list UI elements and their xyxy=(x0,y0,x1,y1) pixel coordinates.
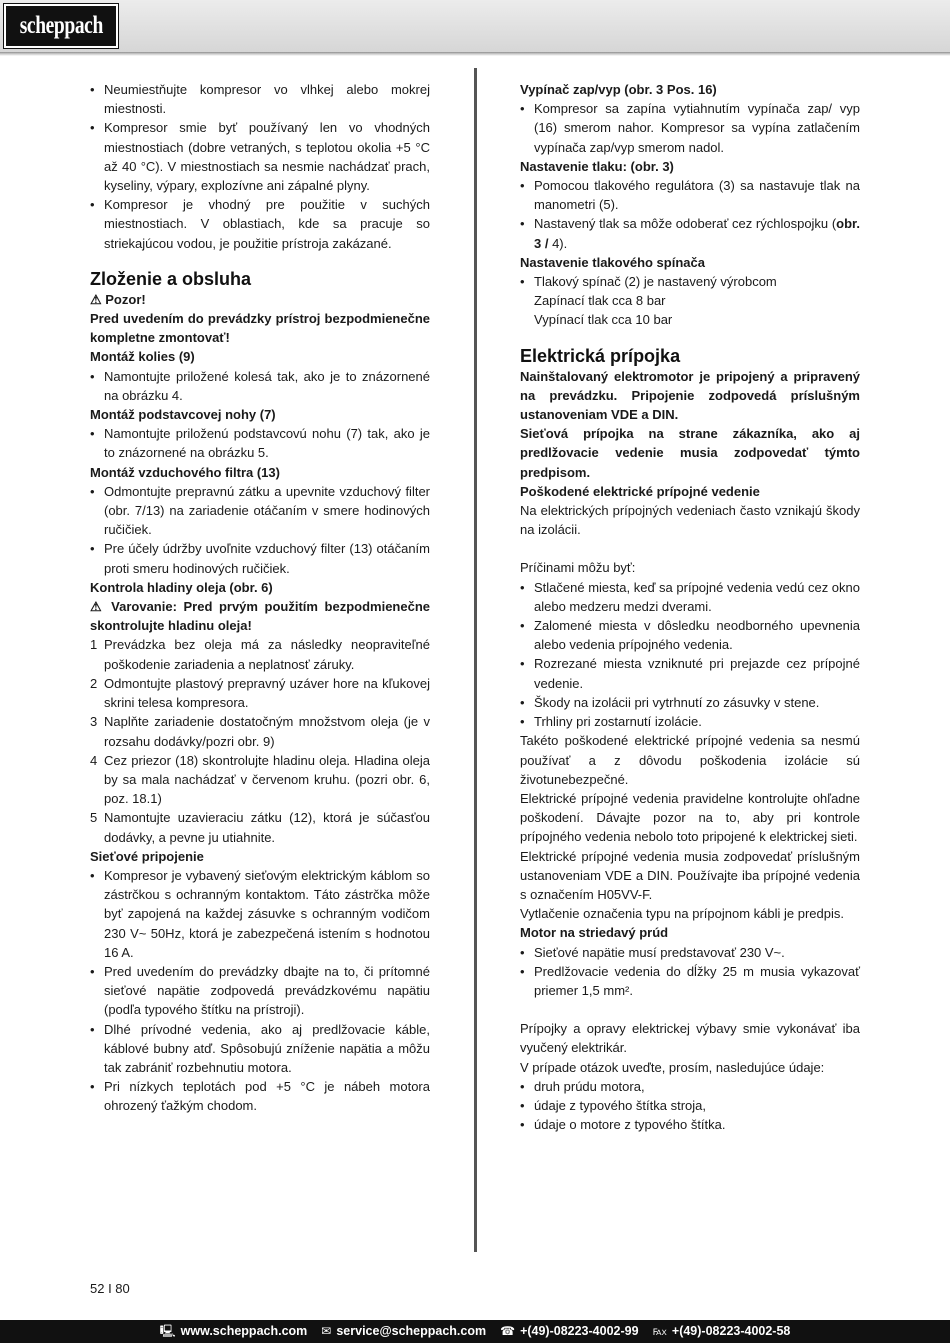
page-number: 52 I 80 xyxy=(90,1281,130,1296)
list-item: • Kompresor je vhodný pre použitie v suchých miestnostiach. V oblastiach, kde sa pracuje so striekajúcou vodou, je použitie prístroja zakázané. xyxy=(90,195,430,253)
list-item: • druh prúdu motora, xyxy=(520,1077,860,1096)
list-item: • Predlžovacie vedenia do dĺžky 25 m musia vykazovať priemer 1,5 mm². xyxy=(520,962,860,1000)
list-item: 4 Cez priezor (18) skontrolujte hladinu oleja. Hladina oleja by sa mala nachádzať v červenom kruhu. (pozri obr. 6, poz. 18.1) xyxy=(90,752,430,807)
oil-steps xyxy=(90,635,430,846)
subsection-title-motor: Motor na striedavý prúd xyxy=(520,925,669,941)
list-item: 2 Odmontujte plastový prepravný uzáver hore na kľukovej skrini telesa kompresora. xyxy=(90,675,430,711)
list-item: • Pred uvedením do prevádzky dbajte na to, či prítomné sieťové napätie zodpovedá prevádzkovému napätiu (podľa typového štítku na prístroji). xyxy=(90,962,430,1020)
damaged-paragraph: Elektrické prípojné vedenia musia zodpovedať príslušným ustanoveniam VDE a DIN. Používajte iba prípojné vedenia s označením H05VV-F. xyxy=(520,848,860,902)
subsection-title-wheels: Montáž kolies (9) xyxy=(90,349,195,365)
on-pressure: Zapínací tlak cca 8 bar xyxy=(534,293,666,309)
pressure-list xyxy=(520,176,860,253)
off-pressure: Vypínací tlak cca 10 bar xyxy=(534,312,673,328)
oil-warning: ⚠ Varovanie: Pred prvým použitím bezpodmienečne skontrolujte hladinu oleja! xyxy=(90,599,430,634)
phone-icon: ☎ xyxy=(500,1323,516,1338)
list-item: • Pre účely údržby uvoľnite vzduchový filter (13) otáčaním proti smeru hodinových ručičiek. xyxy=(90,539,430,577)
list-item: • Kompresor sa zapína vytiahnutím vypínača zap/ vyp (16) smerom nahor. Kompresor sa vypína zatlačením vypínača zap/vyp smerom nadol. xyxy=(520,99,860,157)
list-item: • Zalomené miesta v dôsledku neodborného upevnenia alebo vedenia prípojného vedenia. xyxy=(520,616,860,654)
repair-paragraph: Prípojky a opravy elektrickej výbavy smie vykonávať iba vyučený elektrikár. xyxy=(520,1021,860,1056)
foot-list xyxy=(90,424,430,462)
damaged-paragraph: Vytlačenie označenia typu na prípojnom kábli je predpis. xyxy=(520,906,844,922)
warning-text: Pred uvedením do prevádzky prístroj bezpodmienečne kompletne zmontovať! xyxy=(90,311,430,346)
list-item: • Trhliny pri zostarnutí izolácie. xyxy=(520,712,860,731)
list-item: • Dlhé prívodné vedenia, ako aj predlžovacie káble, káblové bubny atď. Spôsobujú zníženie napätia a môžu tak zabrániť rozbehnutiu motora. xyxy=(90,1020,430,1078)
repair-list xyxy=(520,1077,860,1135)
list-item: • údaje z typového štítka stroja, xyxy=(520,1096,860,1115)
section-title-electric: Elektrická prípojka xyxy=(520,345,681,366)
causes-list xyxy=(520,578,860,732)
subsection-title-oil: Kontrola hladiny oleja (obr. 6) xyxy=(90,579,273,595)
list-item: • Kompresor je vybavený sieťovým elektrickým káblom so zástrčkou s ochranným kontaktom. Táto zástrčka môže byť zapojená na každej zásuvke s ochranným vodičom 230 V~ 50Hz, ktorá je zabezpečená istením s hodnotou 16 A. xyxy=(90,866,430,962)
section-title-assembly: Zloženie a obsluha xyxy=(90,268,252,289)
subsection-title-mains: Sieťové pripojenie xyxy=(90,848,204,864)
list-item: 1 Prevádzka bez oleja má za následky neopraviteľné poškodenie zariadenia a neplatnosť záruky. xyxy=(90,637,430,672)
damaged-text: Na elektrických prípojných vedeniach často vznikajú škody na izolácii. xyxy=(520,503,860,538)
subsection-title-pressure: Nastavenie tlaku: (obr. 3) xyxy=(520,158,674,174)
list-item: • Neumiestňujte kompresor vo vlhkej alebo mokrej miestnosti. xyxy=(90,80,430,118)
subsection-title-damaged: Poškodené elektrické prípojné vedenie xyxy=(520,483,760,499)
list-item: • Sieťové napätie musí predstavovať 230 V~. xyxy=(520,943,860,962)
electric-intro: Nainštalovaný elektromotor je pripojený a pripravený na prevádzku. Pripojenie zodpovedá príslušným ustanoveniam VDE a DIN. xyxy=(520,368,860,423)
column-divider xyxy=(474,68,477,1252)
footer-web[interactable]: 🖳 www.scheppach.com xyxy=(160,1322,308,1341)
list-item: • Nastavený tlak sa môže odoberať cez rýchlospojku (obr. 3 / 4). xyxy=(520,214,860,252)
list-item: • Rozrezané miesta vzniknuté pri prejazde cez prípojné vedenie. xyxy=(520,654,860,692)
list-item: • Kompresor smie byť používaný len vo vhodných miestnostiach (dobre vetraných, s teplotou okolia +5 °C až 40 °C). V miestnostiach sa nesmie nachádzať prach, kyseliny, výpary, explozívne ani zápalné plyny. xyxy=(90,118,430,195)
list-item: • Namontujte priloženú podstavcovú nohu (7) tak, ako je to znázornené na obrázku 5. xyxy=(90,424,430,462)
subsection-title-pressure-switch: Nastavenie tlakového spínača xyxy=(520,254,705,270)
motor-list xyxy=(520,943,860,1001)
footer-fax: ℻ +(49)-08223-4002-58 xyxy=(653,1322,791,1341)
fax-icon: ℻ xyxy=(652,1323,667,1338)
page-footer xyxy=(0,1320,950,1343)
causes-intro: Príčinami môžu byť: xyxy=(520,560,636,576)
list-item: • Namontujte priložené kolesá tak, ako je to znázornené na obrázku 4. xyxy=(90,367,430,405)
header-shadow xyxy=(0,52,950,56)
right-column xyxy=(520,80,860,1134)
list-item: • údaje o motore z typového štítka. xyxy=(520,1115,860,1134)
subsection-title-foot: Montáž podstavcovej nohy (7) xyxy=(90,407,276,423)
pressure-switch-list xyxy=(520,272,860,291)
damaged-paragraph: Takéto poškodené elektrické prípojné vedenia sa nesmú používať a z dôvodu poškodenia izolácie sú životunebezpečné. xyxy=(520,733,860,787)
mail-icon: ✉ xyxy=(321,1323,332,1338)
repair-paragraph: V prípade otázok uveďte, prosím, nasledujúce údaje: xyxy=(520,1059,825,1075)
filter-list xyxy=(90,482,430,578)
subsection-title-filter: Montáž vzduchového filtra (13) xyxy=(90,464,280,480)
list-item: • Škody na izolácii pri vytrhnutí zo zásuvky v stene. xyxy=(520,693,860,712)
warning-title: ⚠ Pozor! xyxy=(90,291,146,307)
list-item: • Pri nízkych teplotách pod +5 °C je nábeh motora ohrozený ťažkým chodom. xyxy=(90,1077,430,1115)
wheels-list xyxy=(90,367,430,405)
list-item: • Pomocou tlakového regulátora (3) sa nastavuje tlak na manometri (5). xyxy=(520,176,860,214)
list-item: • Stlačené miesta, keď sa prípojné vedenia vedú cez okno alebo medzeru medzi dverami. xyxy=(520,578,860,616)
switch-list xyxy=(520,99,860,157)
scheppach-logo: scheppach xyxy=(4,4,118,48)
list-item: 3 Naplňte zariadenie dostatočným množstvom oleja (je v rozsahu dodávky/pozri obr. 9) xyxy=(90,714,430,749)
computer-icon: 🖳 xyxy=(159,1323,176,1338)
left-column xyxy=(90,80,430,1116)
list-item: • Tlakový spínač (2) je nastavený výrobcom xyxy=(520,272,860,291)
list-item: • Odmontujte prepravnú zátku a upevnite vzduchový filter (obr. 7/13) na zariadenie otáčaním v smere hodinových ručičiek. xyxy=(90,482,430,540)
page-header xyxy=(0,0,950,53)
mains-list xyxy=(90,866,430,1116)
footer-phone: ☎ +(49)-08223-4002-99 xyxy=(500,1322,638,1341)
damaged-paragraph: Elektrické prípojné vedenia pravidelne kontrolujte ohľadne poškodení. Dávajte pozor na to, aby pri kontrole prípojného vedenia nebolo toto pripojené k elektrickej sieti. xyxy=(520,790,860,845)
subsection-title-switch: Vypínač zap/vyp (obr. 3 Pos. 16) xyxy=(520,82,717,97)
electric-requirement: Sieťová prípojka na strane zákazníka, ako aj predlžovacie vedenie musia zodpovedať týmto predpisom. xyxy=(520,426,860,480)
intro-list xyxy=(90,80,430,253)
footer-email[interactable]: ✉ service@scheppach.com xyxy=(321,1322,486,1341)
list-item: 5 Namontujte uzavieraciu zátku (12), ktorá je súčasťou dodávky, a pevne ju utiahnite. xyxy=(90,810,430,845)
